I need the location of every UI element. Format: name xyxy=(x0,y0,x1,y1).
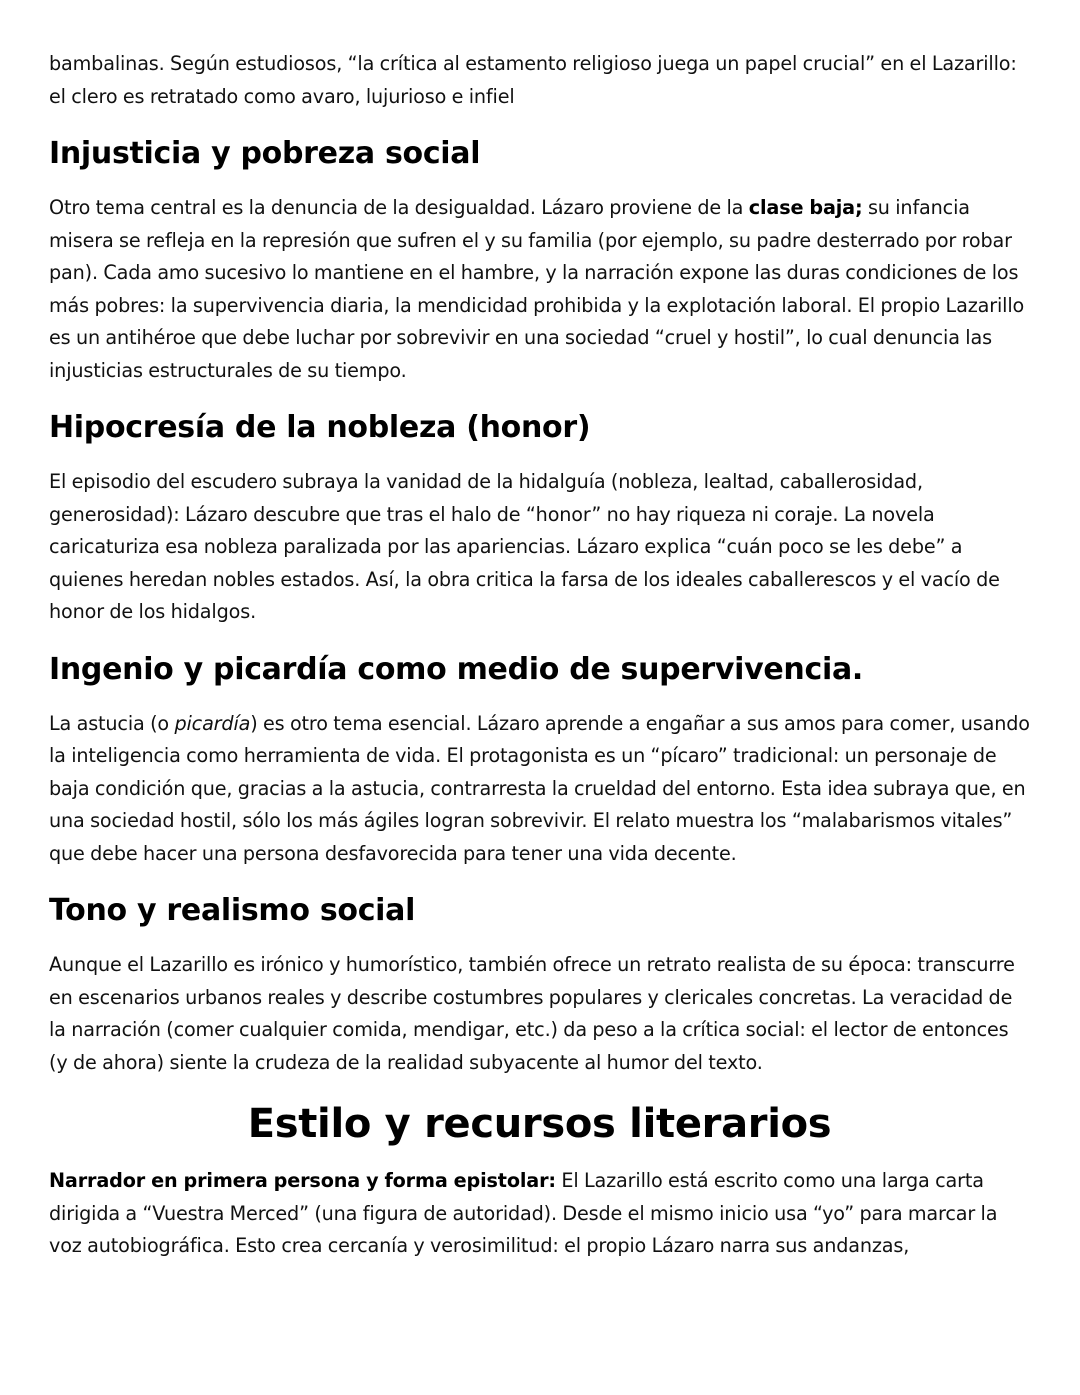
chapter-title: Estilo y recursos literarios xyxy=(247,1101,832,1147)
italic-term-picardia: picardía xyxy=(174,711,251,735)
heading-ingenio: Ingenio y picardía como medio de supervivencia. xyxy=(49,651,863,687)
bold-lead-narrador: Narrador en primera persona y forma epistolar: xyxy=(49,1169,556,1192)
text-segment: La astucia (o xyxy=(49,711,175,735)
paragraph-hipocresia: El episodio del escudero subraya la vanidad de la hidalguía (nobleza, lealtad, caballerosidad, generosidad): Lázaro descubre que tras el halo de “honor” no hay riqueza ni coraje. La novela caricaturiza esa nobleza paralizada por las apariencias. Lázaro explica “cuán poco se les debe” a quienes heredan nobles estados. Así, la obra critica la farsa de los ideales caballerescos y el vacío de honor de los hidalgos. xyxy=(49,470,1000,623)
text-segment: El Lazarillo está escrito como una larga carta dirigida a “Vuestra Merced” (una figura de autoridad). Desde el mismo inicio usa “yo” para marcar la voz autobiográfica. Esto crea cercanía y verosimilitud: el propio Lázaro narra sus andanzas, xyxy=(49,1169,998,1257)
paragraph-tono: Aunque el Lazarillo es irónico y humorístico, también ofrece un retrato realista de su época: transcurre en escenarios urbanos reales y describe costumbres populares y clericales concretas. La veracidad de la narración (comer cualquier comida, mendigar, etc.) da peso a la crítica social: el lector de entonces (y de ahora) siente la crudeza de la realidad subyacente al humor del texto. xyxy=(49,953,1015,1074)
heading-hipocresia: Hipocresía de la nobleza (honor) xyxy=(49,410,591,445)
text-segment: ) es otro tema esencial. Lázaro aprende a engañar a sus amos para comer, usando la inteligencia como herramienta de vida. El protagonista es un “pícaro” tradicional: un personaje de baja condición que, gracias a la astucia, contrarresta la crueldad del entorno. Esta idea subraya que, en una sociedad hostil, sólo los más ágiles logran sobrevivir. El relato muestra los “malabarismos vitales” que debe hacer una persona desfavorecida para tener una vida decente. xyxy=(49,711,1030,865)
paragraph-narrador xyxy=(49,1165,1030,1263)
intro-paragraph: bambalinas. Según estudiosos, “la crítica al estamento religioso juega un papel crucial” en el Lazarillo: el clero es retratado como avaro, lujurioso e infiel xyxy=(49,52,1017,108)
text-segment: Otro tema central es la denuncia de la desigualdad. Lázaro proviene de la xyxy=(49,196,749,219)
text-segment: su infancia misera se refleja en la represión que sufren el y su familia (por ejemplo, su padre desterrado por robar pan). Cada amo sucesivo lo mantiene en el hambre, y la narración expone las duras condiciones de los más pobres: la supervivencia diaria, la mendicidad prohibida y la explotación laboral. El propio Lazarillo es un antihéroe que debe luchar por sobrevivir en una sociedad “cruel y hostil”, lo cual denuncia las injusticias estructurales de su tiempo. xyxy=(49,196,1025,382)
paragraph-ingenio xyxy=(49,708,1030,871)
heading-injusticia: Injusticia y pobreza social xyxy=(49,136,481,171)
heading-tono: Tono y realismo social xyxy=(49,893,416,928)
paragraph-injusticia xyxy=(49,192,1030,387)
bold-term-clase-baja: clase baja; xyxy=(748,196,863,219)
